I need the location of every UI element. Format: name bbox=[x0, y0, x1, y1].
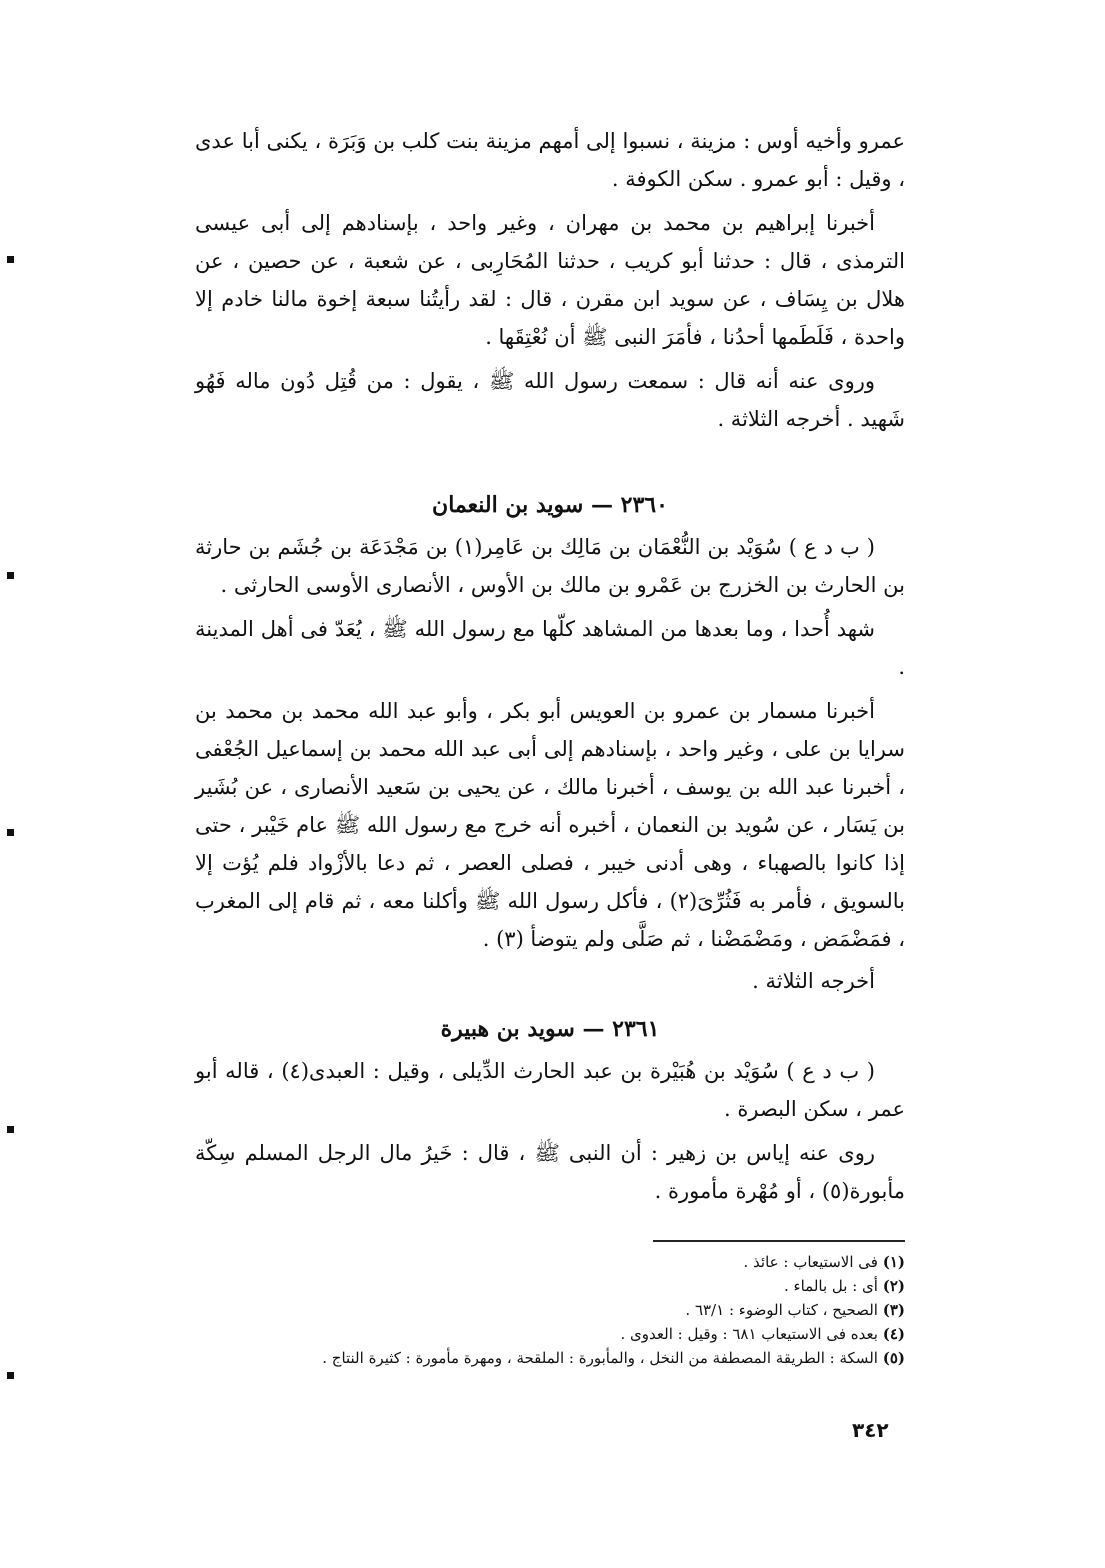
footnote-text: بعده فى الاستيعاب ٦٨١ : وقيل : العدوى . bbox=[620, 1325, 878, 1343]
footnote-divider bbox=[653, 1240, 905, 1242]
section-2361 bbox=[195, 1016, 905, 1210]
section-heading: ٢٣٦١ — سويد بن هبيرة bbox=[440, 1016, 660, 1042]
paragraph: أخبرنا إبراهيم بن محمد بن مهران ، وغير واحد ، بإسنادهم إلى أبى عيسى الترمذى ، قال : حدثنا أبو كريب ، حدثنا المُحَارِبى ، عن شعبة ، عن حصين ، عن هلال بن يِسَاف ، عن سويد ابن مقرن ، قال : لقد رأيتُنا سبعة إخوة مالنا خادم إلا واحدة ، فَلَطَمها أحدُنا ، فأمَرَ النبى ﷺ أن نُعْتِقَها . bbox=[195, 211, 905, 349]
paragraph: أخبرنا مسمار بن عمرو بن العويس أبو بكر ، وأبو عبد الله محمد بن محمد بن سرايا بن على ، وغير واحد ، بإسنادهم إلى أبى عبد الله محمد بن إسماعيل الجُعْفى ، أخبرنا عبد الله بن يوسف ، أخبرنا مالك ، عن يحيى بن سَعيد الأنصارى ، عن بُشَير بن يَسَار ، عن سُويد بن النعمان ، أخبره أنه خرج مع رسول الله ﷺ عام خَيْبر ، حتى إذا كانوا بالصهباء ، وهى أدنى خيبر ، فصلى العصر ، ثم دعا بالأزْواد فلم يُؤت إلا بالسويق ، فأمر به فَثُرِّىَ(٢) ، فأكل رسول الله ﷺ وأكلنا معه ، ثم قام إلى المغرب ، فمَضْمَض ، ومَضْمَضْنا ، ثم صَلَّى ولم يتوضأ (٣) . bbox=[195, 699, 905, 951]
footnote-number: (٢) bbox=[882, 1277, 905, 1295]
margin-mark bbox=[7, 1372, 14, 1379]
paragraph: ( ب د ع ) سُوَيْد بن النُّعْمَان بن مَالِك بن عَامِر(١) بن مَجْدَعَة بن جُشَم بن حارثة بن الحارث بن الخزرج بن عَمْرو بن مالك بن الأوس ، الأنصارى الأوسى الحارثى . bbox=[195, 535, 905, 597]
margin-mark bbox=[7, 256, 14, 263]
section-heading: ٢٣٦٠ — سويد بن النعمان bbox=[432, 492, 668, 518]
footnote-text: السكة : الطريقة المصطفة من النخل ، والمأبورة : الملقحة ، ومهرة مأمورة : كثيرة النتاج . bbox=[322, 1349, 878, 1367]
margin-mark bbox=[7, 1126, 14, 1133]
footnote-number: (١) bbox=[882, 1253, 905, 1271]
footnote bbox=[195, 1274, 905, 1298]
footnote bbox=[195, 1250, 905, 1274]
footnote-number: (٤) bbox=[882, 1325, 905, 1343]
section-2360 bbox=[195, 492, 905, 1000]
footnote-number: (٣) bbox=[882, 1301, 905, 1319]
margin-mark bbox=[7, 829, 14, 836]
footnote bbox=[195, 1346, 905, 1370]
footnote-text: الصحيح ، كتاب الوضوء : ٦٣/١ . bbox=[685, 1301, 878, 1319]
paragraph: ( ب د ع ) سُوَيْد بن هُبَيْرة بن عبد الحارث الدِّيلى ، وقيل : العبدى(٤) ، قاله أبو عمر ، سكن البصرة . bbox=[195, 1059, 905, 1121]
paragraph: وروى عنه أنه قال : سمعت رسول الله ﷺ ، يقول : من قُتِل دُون ماله فَهُو شَهيد . أخرجه الثلاثة . bbox=[195, 369, 905, 431]
paragraph: روى عنه إياس بن زهير : أن النبى ﷺ ، قال : خَيرُ مال الرجل المسلم سِكّة مأبورة(٥) ، أو مُهْرة مأمورة . bbox=[195, 1141, 905, 1203]
footnote-number: (٥) bbox=[882, 1349, 905, 1367]
opening-text bbox=[195, 122, 905, 438]
margin-mark bbox=[7, 572, 14, 579]
paragraph: شهد أُحدا ، وما بعدها من المشاهد كلّها مع رسول الله ﷺ ، يُعَدّ فى أهل المدينة . bbox=[195, 617, 905, 679]
footnote-text: أى : بل بالماء . bbox=[783, 1277, 878, 1295]
page-number: ٣٤٢ bbox=[852, 1418, 889, 1442]
footnote bbox=[195, 1298, 905, 1322]
paragraph: عمرو وأخيه أوس : مزينة ، نسبوا إلى أمهم مزينة بنت كلب بن وَبَرَة ، يكنى أبا عدى ، وقيل : أبو عمرو . سكن الكوفة . bbox=[195, 129, 905, 191]
paragraph: أخرجه الثلاثة . bbox=[752, 969, 875, 993]
footnote-text: فى الاستيعاب : عائذ . bbox=[743, 1253, 878, 1271]
footnote bbox=[195, 1322, 905, 1346]
footnotes bbox=[195, 1250, 905, 1370]
